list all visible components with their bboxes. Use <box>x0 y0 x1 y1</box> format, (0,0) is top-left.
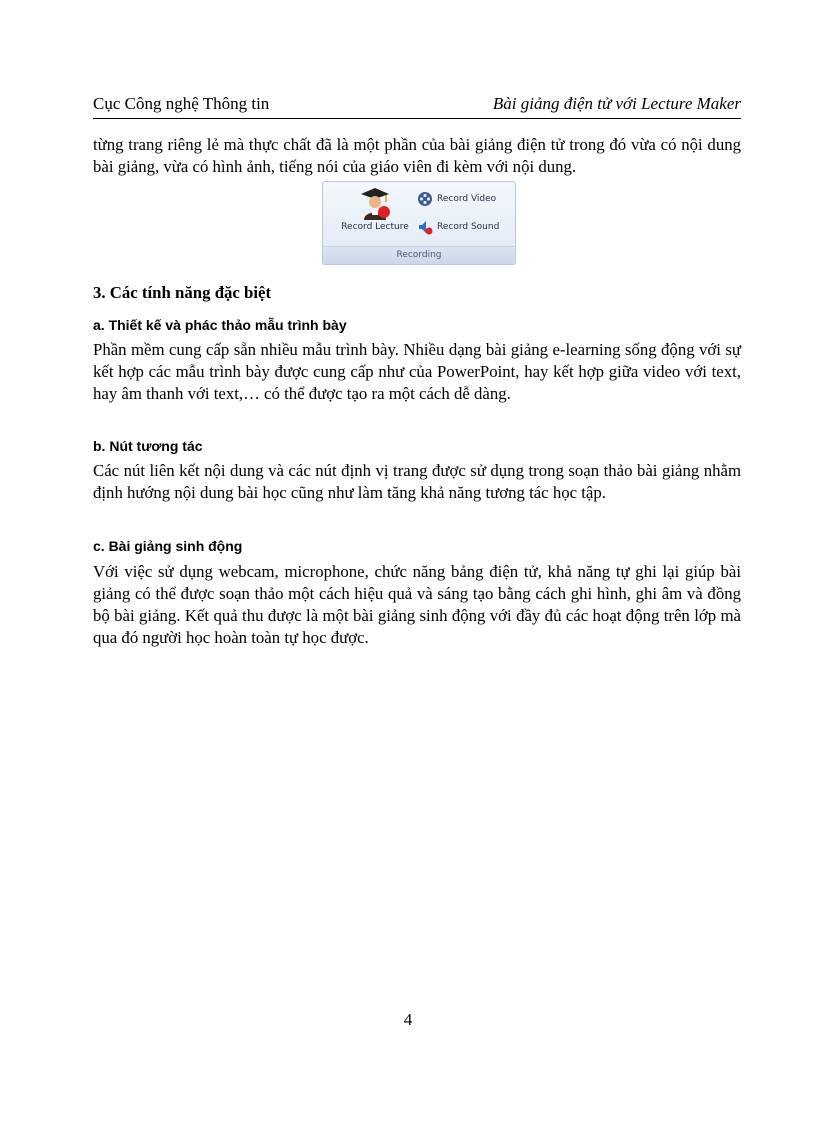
recording-ribbon-group <box>322 181 516 265</box>
record-video-label: Record Video <box>437 194 497 204</box>
page-number: 4 <box>403 1010 413 1029</box>
subsection-body-c: Với việc sử dụng webcam, microphone, chức năng bảng điện tử, khả năng tự ghi lại giúp bài giảng có thể được soạn thảo một cách hiệu quả và sáng tạo bằng cách ghi hình, ghi âm và đồng bộ bài giảng. Kết quả thu được là một bài giảng sinh động với đầy đủ các hoạt động trên lớp mà qua đó người học hoàn toàn tự học được. <box>93 562 741 647</box>
record-sound-label: Record Sound <box>437 222 500 232</box>
video-reel-icon <box>417 191 433 207</box>
page-header <box>93 92 741 119</box>
record-lecture-button[interactable] <box>327 184 423 242</box>
lecturer-icon <box>358 186 392 220</box>
subsection-title-a: a. Thiết kế và phác thảo mẫu trình bày <box>93 317 347 333</box>
subsection-title-b: b. Nút tương tác <box>93 438 203 454</box>
record-lecture-label: Record Lecture <box>341 222 409 232</box>
section-heading: 3. Các tính năng đặc biệt <box>93 283 272 302</box>
header-organization: Cục Công nghệ Thông tin <box>93 94 270 113</box>
sound-icon <box>417 219 433 235</box>
record-video-button[interactable] <box>415 190 496 208</box>
subsection-body-a: Phần mềm cung cấp sẵn nhiều mẫu trình bày. Nhiều dạng bài giảng e-learning sống động với sự kết hợp các mẫu trình bày được cung cấp như của PowerPoint, hay kết hợp giữa video với text, hay âm thanh với text,… có thể được tạo ra một cách dễ dàng. <box>93 340 741 403</box>
ribbon-group-label: Recording <box>323 246 515 264</box>
subsection-body-b: Các nút liên kết nội dung và các nút định vị trang được sử dụng trong soạn thảo bài giảng nhằm định hướng nội dung bài học cũng như làm tăng khả năng tương tác học tập. <box>93 461 741 502</box>
header-document-title: Bài giảng điện tử với Lecture Maker <box>492 94 741 113</box>
record-sound-button[interactable] <box>415 218 499 236</box>
intro-paragraph: từng trang riêng lẻ mà thực chất đã là một phần của bài giảng điện tử trong đó vừa có nội dung bài giảng, vừa có hình ảnh, tiếng nói của giáo viên đi kèm với nội dung. <box>93 135 741 176</box>
subsection-title-c: c. Bài giảng sinh động <box>93 538 243 554</box>
